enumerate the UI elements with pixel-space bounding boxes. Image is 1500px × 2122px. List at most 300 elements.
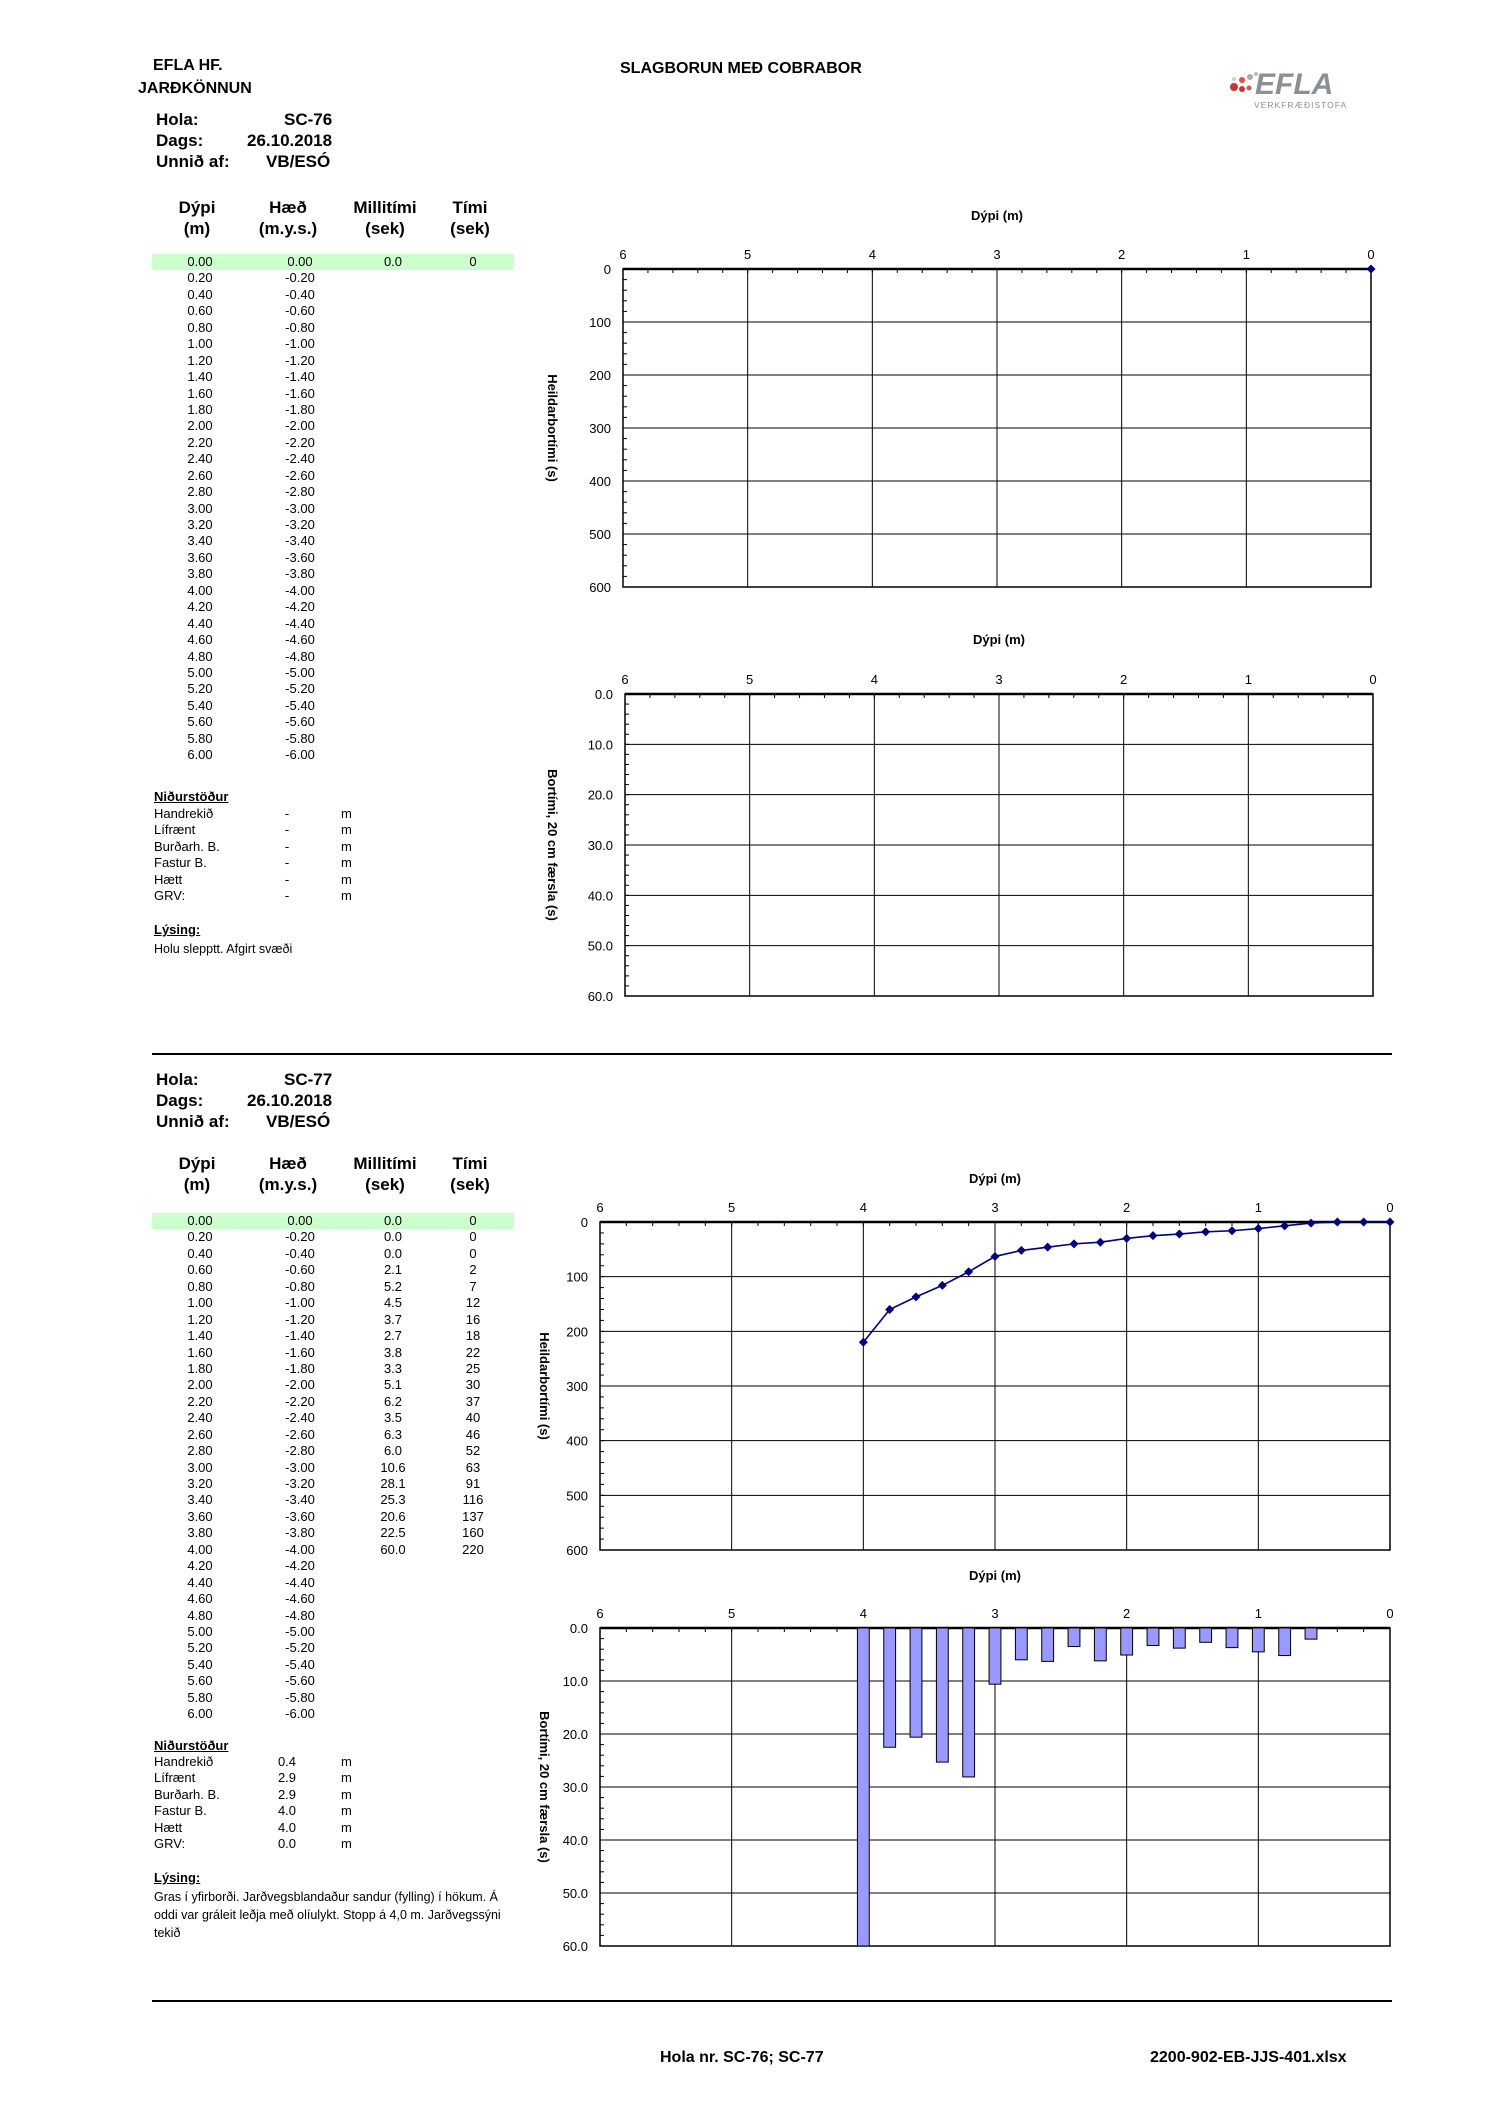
elevation-cell: -4.20 <box>285 1558 315 1574</box>
total-time-cell: 18 <box>465 1328 481 1344</box>
result-row <box>154 822 394 838</box>
result-value: - <box>284 871 290 887</box>
y-tick-label: 300 <box>589 421 611 436</box>
x-tick-label: 6 <box>596 1200 604 1215</box>
elevation-cell: -2.40 <box>285 1410 315 1426</box>
table-row <box>152 1558 514 1574</box>
x-tick-label: 5 <box>728 1606 736 1621</box>
col-haed-header: Hæð (m.y.s.) <box>258 1154 318 1194</box>
depth-cell: 2.80 <box>187 484 213 500</box>
y-tick-label: 0.0 <box>569 1621 588 1636</box>
depth-cell: 5.80 <box>187 1689 213 1705</box>
table-row <box>152 1246 514 1262</box>
data-point <box>1149 1231 1158 1240</box>
x-tick-label: 0 <box>1386 1606 1394 1621</box>
x-tick-label: 5 <box>746 672 754 687</box>
table-row <box>152 501 514 517</box>
elevation-cell: -5.20 <box>285 681 315 697</box>
total-time-cell: 46 <box>465 1426 481 1442</box>
footer-holes: Hola nr. SC-76; SC-77 <box>660 2049 824 2066</box>
table-row <box>152 1591 514 1607</box>
depth-cell: 1.20 <box>187 1311 213 1327</box>
elevation-cell: -3.20 <box>285 517 315 532</box>
depth-cell: 3.80 <box>187 1525 213 1541</box>
result-value: - <box>284 806 290 821</box>
result-value: - <box>284 887 290 903</box>
interval-time-cell: 6.0 <box>383 1443 403 1459</box>
x-tick-label: 1 <box>1242 247 1250 262</box>
depth-cell: 1.40 <box>187 369 213 385</box>
elevation-cell: -5.80 <box>285 730 315 746</box>
total-time-cell: 37 <box>465 1393 481 1409</box>
total-time-cell: 160 <box>462 1525 484 1541</box>
depth-cell: 2.40 <box>187 1410 213 1426</box>
table-row <box>152 369 514 385</box>
table-row <box>152 649 514 665</box>
efla-logo <box>1222 55 1372 117</box>
depth-cell: 5.80 <box>187 730 213 746</box>
unnid-value: VB/ESÓ <box>266 1112 331 1131</box>
elevation-cell: -1.00 <box>285 1295 315 1311</box>
depth-cell: 2.60 <box>187 1426 213 1442</box>
elevation-cell: -4.00 <box>285 582 315 598</box>
depth-cell: 1.20 <box>187 352 213 368</box>
depth-cell: 5.20 <box>187 681 213 697</box>
depth-cell: 5.20 <box>187 1640 213 1656</box>
x-tick-label: 5 <box>744 247 752 262</box>
x-tick-label: 4 <box>870 672 878 687</box>
col-haed-header: Hæð (m.y.s.) <box>258 198 318 238</box>
hola-label: Hola: <box>156 1070 199 1089</box>
elevation-cell: -5.80 <box>285 1689 315 1705</box>
total-time-cell: 30 <box>465 1377 481 1393</box>
depth-cell: 0.80 <box>187 1278 213 1294</box>
elevation-cell: -4.60 <box>285 632 315 648</box>
result-unit: m <box>341 1835 352 1851</box>
result-row <box>154 1787 394 1803</box>
table-row <box>152 1476 514 1492</box>
interval-time-cell: 0.0 <box>383 1245 403 1261</box>
data-table <box>152 1213 514 1723</box>
result-row <box>154 1754 394 1770</box>
elevation-cell: -2.60 <box>285 1426 315 1442</box>
result-unit: m <box>341 806 352 821</box>
result-value: 4.0 <box>277 1819 297 1835</box>
result-value: 0.4 <box>277 1754 297 1769</box>
depth-cell: 2.00 <box>187 1377 213 1393</box>
table-row <box>152 1460 514 1476</box>
interval-time-chart <box>520 1560 1400 1954</box>
depth-cell: 1.00 <box>187 1295 213 1311</box>
elevation-cell: -0.80 <box>285 1278 315 1294</box>
result-row <box>154 872 394 888</box>
result-label: GRV: <box>154 887 186 903</box>
data-bar <box>936 1628 948 1762</box>
col-milli-header: Millitími (sek) <box>353 1154 417 1194</box>
elevation-cell: -0.60 <box>285 303 315 319</box>
depth-cell: 0.60 <box>187 1262 213 1278</box>
y-tick-label: 60.0 <box>587 989 613 1004</box>
table-row <box>152 1427 514 1443</box>
elevation-cell: -4.20 <box>285 599 315 615</box>
table-row <box>152 599 514 615</box>
interval-time-cell: 25.3 <box>380 1492 406 1508</box>
result-row <box>154 1820 394 1836</box>
results-list <box>154 806 394 904</box>
description-text: Holu slepptt. Afgirt svæði <box>154 942 293 956</box>
y-axis-label: Heildarbortími (s) <box>545 374 560 482</box>
y-tick-label: 60.0 <box>562 1939 588 1954</box>
table-row <box>152 1394 514 1410</box>
table-row <box>152 517 514 533</box>
result-value: - <box>284 822 290 838</box>
depth-cell: 3.40 <box>187 533 213 549</box>
y-tick-label: 100 <box>566 1269 588 1285</box>
logo-dots-icon <box>1222 55 1372 117</box>
elevation-cell: -1.40 <box>285 1328 315 1344</box>
elevation-cell: 0.00 <box>287 254 313 269</box>
data-point <box>1096 1238 1105 1247</box>
table-row <box>152 287 514 303</box>
total-time-cell: 12 <box>465 1295 481 1311</box>
table-row <box>152 1706 514 1722</box>
data-point <box>1175 1230 1184 1239</box>
depth-cell: 0.40 <box>187 286 213 302</box>
result-unit: m <box>341 887 352 903</box>
x-tick-label: 3 <box>993 247 1001 262</box>
data-bar <box>857 1628 869 1946</box>
elevation-cell: -0.20 <box>285 1229 315 1245</box>
interval-time-cell: 3.8 <box>383 1344 403 1360</box>
hola-label: Hola: <box>156 110 199 129</box>
data-point <box>991 1252 1000 1261</box>
result-label: Handrekið <box>154 1754 214 1769</box>
data-bar <box>1147 1628 1159 1645</box>
y-tick-label: 0 <box>580 1215 588 1230</box>
result-value: - <box>284 838 290 854</box>
result-value: 0.0 <box>277 1835 297 1851</box>
x-tick-label: 6 <box>619 247 627 262</box>
elevation-cell: -1.80 <box>285 401 315 417</box>
data-point <box>1043 1243 1052 1252</box>
total-time-cell: 2 <box>469 1262 477 1278</box>
interval-time-cell: 28.1 <box>380 1476 406 1491</box>
description-title: Lýsing: <box>154 922 201 937</box>
y-tick-label: 10.0 <box>587 737 613 753</box>
result-row <box>154 839 394 855</box>
y-tick-label: 500 <box>589 527 611 542</box>
depth-cell: 4.00 <box>187 1541 213 1557</box>
table-row <box>152 550 514 566</box>
y-tick-label: 40.0 <box>587 888 613 904</box>
interval-time-cell: 3.3 <box>383 1360 403 1376</box>
interval-time-cell: 6.3 <box>383 1426 403 1442</box>
depth-cell: 4.20 <box>187 599 213 615</box>
result-unit: m <box>341 1819 352 1835</box>
logo-text: EFLA <box>1255 68 1334 101</box>
result-unit: m <box>341 1786 352 1802</box>
elevation-cell: -5.40 <box>285 697 315 713</box>
table-row <box>152 714 514 730</box>
table-row <box>152 270 514 286</box>
elevation-cell: -3.80 <box>285 1525 315 1541</box>
table-row <box>152 747 514 763</box>
col-timi-header: Tími (sek) <box>450 198 490 238</box>
elevation-cell: -1.20 <box>285 352 315 368</box>
result-label: Handrekið <box>154 806 214 821</box>
table-row <box>152 1312 514 1328</box>
cumulative-time-chart <box>520 1160 1400 1558</box>
result-label: Lífrænt <box>154 1770 196 1786</box>
elevation-cell: -2.80 <box>285 484 315 500</box>
interval-time-cell: 3.7 <box>383 1311 403 1327</box>
depth-cell: 3.60 <box>187 549 213 565</box>
elevation-cell: -4.80 <box>285 1607 315 1623</box>
table-row <box>152 698 514 714</box>
data-point <box>1386 1218 1395 1227</box>
depth-cell: 3.00 <box>187 1459 213 1475</box>
elevation-cell: -3.00 <box>285 1459 315 1475</box>
depth-cell: 5.40 <box>187 697 213 713</box>
total-time-cell: 16 <box>465 1311 481 1327</box>
elevation-cell: -2.40 <box>285 451 315 467</box>
elevation-cell: -2.00 <box>285 418 315 434</box>
table-row <box>152 1525 514 1541</box>
hola-value: SC-76 <box>284 110 333 129</box>
depth-cell: 1.40 <box>187 1328 213 1344</box>
table-row <box>152 451 514 467</box>
x-tick-label: 3 <box>991 1606 999 1621</box>
elevation-cell: -3.40 <box>285 1492 315 1508</box>
elevation-cell: -5.60 <box>285 1673 315 1689</box>
result-label: GRV: <box>154 1835 186 1851</box>
depth-cell: 0.00 <box>187 1213 213 1228</box>
depth-cell: 2.20 <box>187 1393 213 1409</box>
table-row <box>152 418 514 434</box>
elevation-cell: 0.00 <box>287 1213 313 1228</box>
company-name: EFLA HF. <box>153 57 223 74</box>
table-row <box>152 1443 514 1459</box>
table-row <box>152 303 514 319</box>
depth-cell: 4.00 <box>187 582 213 598</box>
table-row <box>152 1673 514 1689</box>
data-point <box>964 1267 973 1276</box>
table-row <box>152 583 514 599</box>
table-row <box>152 1328 514 1344</box>
elevation-cell: -4.00 <box>285 1541 315 1557</box>
elevation-cell: -1.80 <box>285 1360 315 1376</box>
depth-cell: 2.60 <box>187 467 213 483</box>
result-unit: m <box>341 838 352 854</box>
y-tick-label: 0.0 <box>594 687 613 702</box>
data-point <box>938 1281 947 1290</box>
table-row <box>152 566 514 582</box>
x-tick-label: 5 <box>728 1200 736 1215</box>
depth-cell: 5.60 <box>187 1673 213 1689</box>
results-title: Niðurstöður <box>154 789 229 804</box>
elevation-cell: -4.60 <box>285 1591 315 1607</box>
total-time-cell: 7 <box>469 1278 477 1294</box>
elevation-cell: -1.00 <box>285 336 315 352</box>
x-axis-label: Dýpi (m) <box>971 208 1023 223</box>
x-tick-label: 3 <box>995 672 1003 687</box>
table-row <box>152 1509 514 1525</box>
elevation-cell: -2.80 <box>285 1443 315 1459</box>
elevation-cell: -0.60 <box>285 1262 315 1278</box>
data-bar <box>1068 1628 1080 1647</box>
table-row <box>152 1345 514 1361</box>
depth-cell: 0.40 <box>187 1245 213 1261</box>
depth-cell: 0.20 <box>187 1229 213 1245</box>
elevation-cell: -5.60 <box>285 714 315 730</box>
depth-cell: 3.40 <box>187 1492 213 1508</box>
x-tick-label: 0 <box>1367 247 1375 262</box>
page-title: SLAGBORUN MEÐ COBRABOR <box>620 60 862 77</box>
table-row <box>152 1624 514 1640</box>
table-row <box>152 320 514 336</box>
total-time-cell: 91 <box>465 1476 481 1491</box>
y-tick-label: 500 <box>566 1488 588 1504</box>
elevation-cell: -0.40 <box>285 286 315 302</box>
interval-time-chart <box>520 620 1400 1004</box>
data-point <box>1070 1239 1079 1248</box>
elevation-cell: -1.60 <box>285 1344 315 1360</box>
table-row <box>152 468 514 484</box>
result-row <box>154 1770 394 1786</box>
total-time-cell: 63 <box>465 1459 481 1475</box>
table-row <box>152 435 514 451</box>
footer-filename: 2200-902-EB-JJS-401.xlsx <box>1150 2049 1347 2066</box>
table-row <box>152 1640 514 1656</box>
table-row <box>152 1262 514 1278</box>
result-label: Fastur B. <box>154 1803 207 1819</box>
y-tick-label: 10.0 <box>562 1674 588 1689</box>
unnid-label: Unnið af: <box>156 1112 230 1131</box>
table-row <box>152 402 514 418</box>
depth-cell: 1.80 <box>187 401 213 417</box>
result-row <box>154 806 394 822</box>
y-tick-label: 400 <box>589 474 611 489</box>
data-bar <box>884 1628 896 1747</box>
depth-cell: 5.00 <box>187 664 213 680</box>
table-row <box>152 665 514 681</box>
total-time-cell: 22 <box>465 1344 481 1360</box>
result-value: - <box>284 855 290 871</box>
depth-cell: 2.00 <box>187 418 213 434</box>
y-tick-label: 50.0 <box>587 938 613 954</box>
depth-cell: 4.40 <box>187 1574 213 1590</box>
results-list <box>154 1754 394 1852</box>
table-row <box>152 1295 514 1311</box>
department-name: JARÐKÖNNUN <box>138 80 252 97</box>
data-bar <box>1121 1628 1133 1655</box>
table-row <box>152 254 514 270</box>
data-point <box>1333 1218 1342 1227</box>
y-tick-label: 40.0 <box>562 1833 588 1848</box>
depth-cell: 6.00 <box>187 1706 213 1722</box>
data-bar <box>1094 1628 1106 1661</box>
data-point <box>1307 1219 1316 1228</box>
depth-cell: 1.60 <box>187 385 213 401</box>
y-tick-label: 30.0 <box>562 1780 588 1795</box>
result-unit: m <box>341 855 352 871</box>
result-unit: m <box>341 871 352 887</box>
elevation-cell: -6.00 <box>285 1706 315 1722</box>
dags-value: 26.10.2018 <box>247 131 333 150</box>
table-row <box>152 1542 514 1558</box>
elevation-cell: -0.40 <box>285 1245 315 1261</box>
y-tick-label: 20.0 <box>562 1727 588 1742</box>
depth-cell: 4.80 <box>187 1607 213 1623</box>
col-timi-header: Tími (sek) <box>450 1154 490 1194</box>
data-bar <box>1173 1628 1185 1648</box>
depth-cell: 4.60 <box>187 632 213 648</box>
elevation-cell: -2.20 <box>285 434 315 450</box>
table-row <box>152 1279 514 1295</box>
col-dypi-header: Dýpi (m) <box>178 198 216 238</box>
data-point <box>1122 1234 1131 1243</box>
logo-subtitle: VERKFRÆÐISTOFA <box>1254 100 1348 110</box>
table-row <box>152 1229 514 1245</box>
elevation-cell: -5.20 <box>285 1640 315 1656</box>
x-tick-label: 6 <box>596 1606 604 1621</box>
x-tick-label: 2 <box>1118 247 1126 262</box>
x-tick-label: 0 <box>1386 1200 1394 1215</box>
table-row <box>152 1657 514 1673</box>
interval-time-cell: 60.0 <box>380 1541 406 1557</box>
depth-cell: 1.60 <box>187 1344 213 1360</box>
interval-time-cell: 2.1 <box>383 1262 403 1278</box>
depth-cell: 2.80 <box>187 1443 213 1459</box>
interval-time-cell: 5.2 <box>383 1278 403 1294</box>
depth-cell: 2.40 <box>187 451 213 467</box>
elevation-cell: -6.00 <box>285 747 315 763</box>
depth-cell: 5.00 <box>187 1623 213 1639</box>
x-tick-label: 0 <box>1369 672 1377 687</box>
x-tick-label: 4 <box>868 247 876 262</box>
table-row <box>152 681 514 697</box>
y-tick-label: 600 <box>589 580 611 595</box>
x-tick-label: 4 <box>859 1200 867 1215</box>
x-tick-label: 4 <box>859 1606 867 1621</box>
result-row <box>154 888 394 904</box>
x-tick-label: 1 <box>1254 1606 1262 1621</box>
x-axis-label: Dýpi (m) <box>969 1568 1021 1583</box>
elevation-cell: -3.60 <box>285 1508 315 1524</box>
table-row <box>152 336 514 352</box>
depth-cell: 5.60 <box>187 714 213 730</box>
depth-cell: 0.80 <box>187 319 213 335</box>
results-title: Niðurstöður <box>154 1738 229 1753</box>
data-point <box>1359 1218 1368 1227</box>
table-row <box>152 1377 514 1393</box>
data-point <box>1228 1226 1237 1235</box>
elevation-cell: -2.20 <box>285 1393 315 1409</box>
y-axis-label: Bortími, 20 cm færsla (s) <box>545 769 560 921</box>
x-tick-label: 2 <box>1120 672 1128 687</box>
x-tick-label: 2 <box>1123 1606 1131 1621</box>
table-row <box>152 1410 514 1426</box>
x-tick-label: 1 <box>1254 1200 1262 1215</box>
total-time-cell: 116 <box>462 1492 484 1508</box>
depth-cell: 3.60 <box>187 1508 213 1524</box>
data-point <box>1254 1224 1263 1233</box>
depth-cell: 6.00 <box>187 747 213 763</box>
table-row <box>152 1213 514 1229</box>
elevation-cell: -1.60 <box>285 385 315 401</box>
y-tick-label: 0 <box>603 262 611 277</box>
total-time-cell: 0 <box>469 1229 477 1245</box>
